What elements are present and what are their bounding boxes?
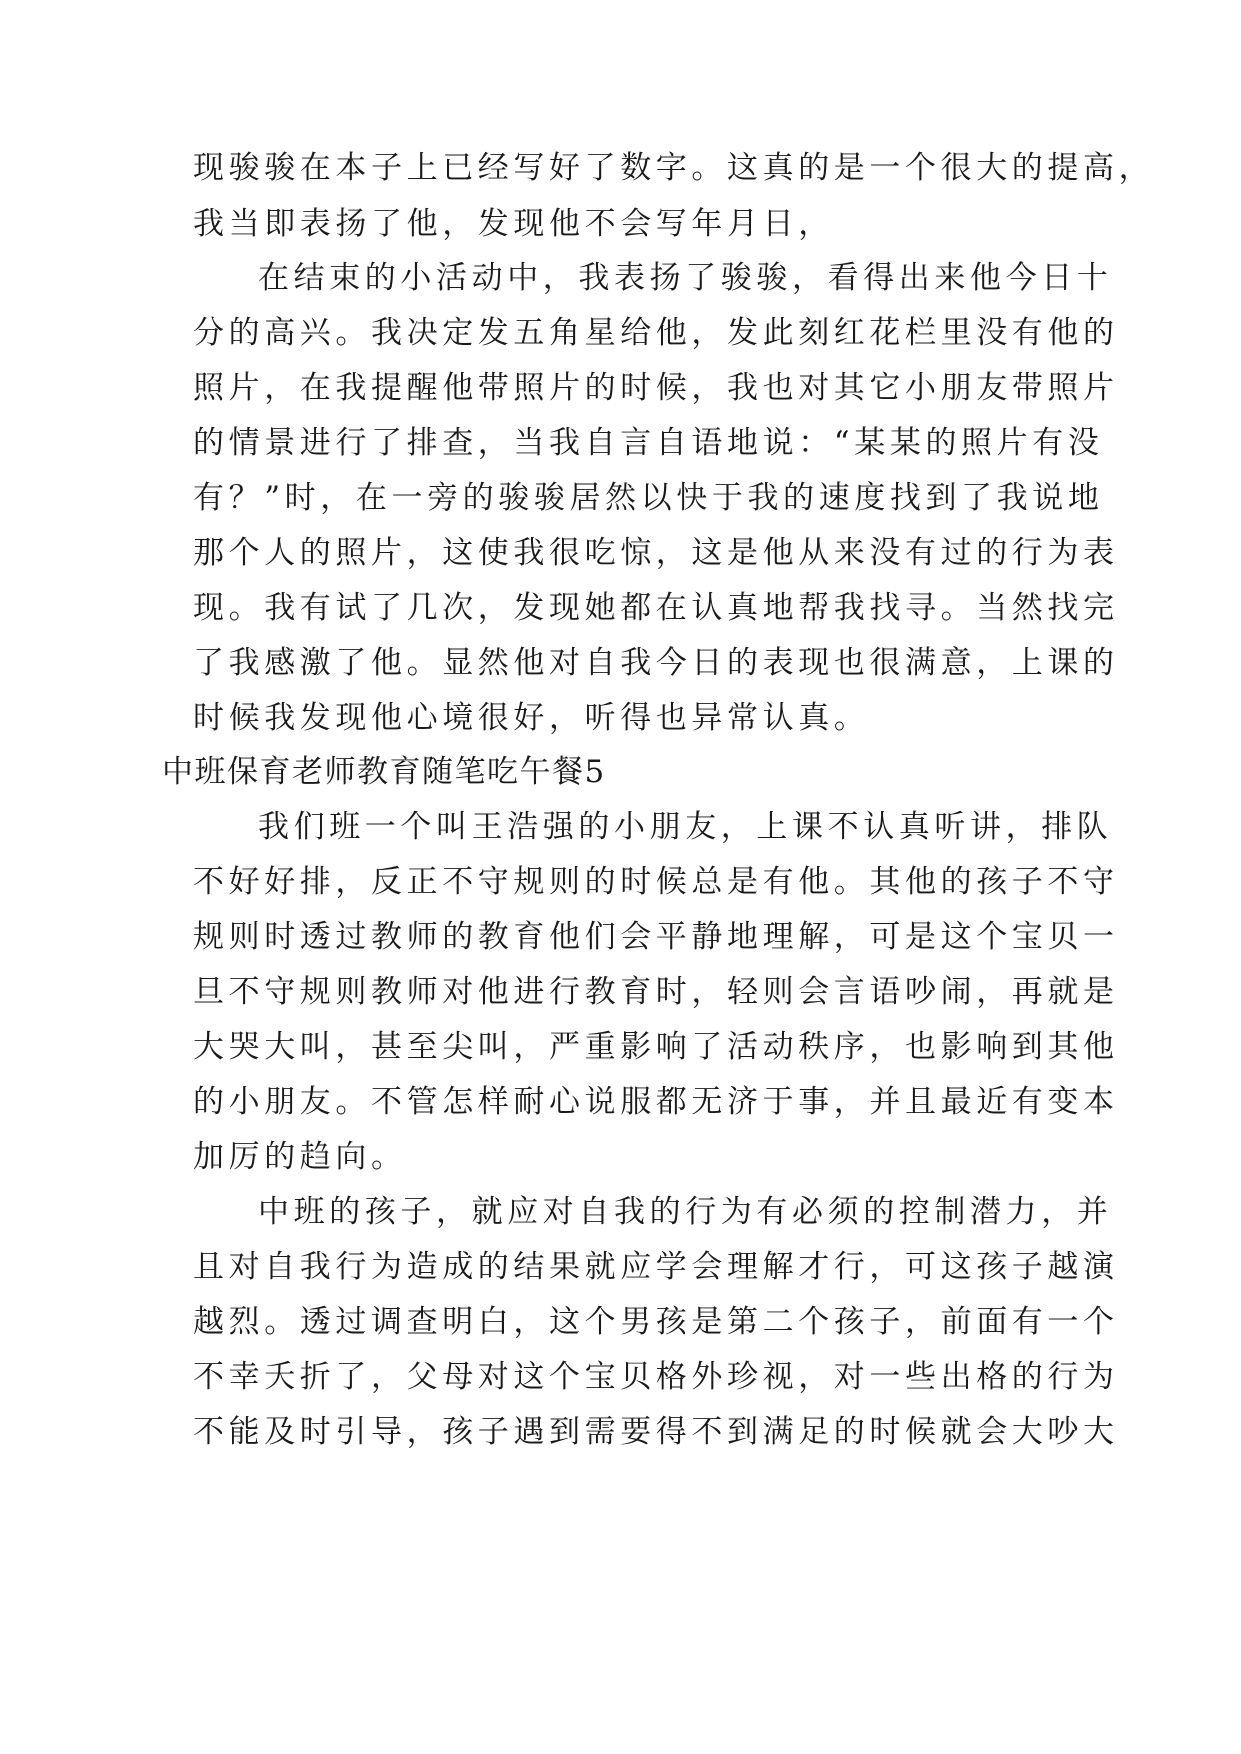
body-text-line: 有？”时，在一旁的骏骏居然以快于我的速度找到了我说地 bbox=[193, 480, 1104, 516]
body-text-line: 分的高兴。我决定发五角星给他，发此刻红花栏里没有他的 bbox=[193, 315, 1119, 351]
body-text-line: 我当即表扬了他，发现他不会写年月日， bbox=[193, 206, 834, 242]
body-text-line: 不能及时引导，孩子遇到需要得不到满足的时候就会大吵大 bbox=[193, 1414, 1119, 1450]
body-text-line: 加厉的趋向。 bbox=[193, 1139, 407, 1175]
body-text-line: 我们班一个叫王浩强的小朋友，上课不认真听讲，排队 bbox=[258, 809, 1113, 845]
body-text-line: 的小朋友。不管怎样耐心说服都无济于事，并且最近有变本 bbox=[193, 1084, 1119, 1120]
body-text-line: 照片，在我提醒他带照片的时候，我也对其它小朋友带照片 bbox=[193, 370, 1119, 406]
body-text-line: 现。我有试了几次，发现她都在认真地帮我找寻。当然找完 bbox=[193, 590, 1119, 626]
section-heading: 中班保育老师教育随笔吃午餐5 bbox=[162, 754, 606, 790]
body-text-line: 现骏骏在本子上已经写好了数字。这真的是一个很大的提高， bbox=[193, 150, 1155, 186]
body-text-line: 不好好排，反正不守规则的时候总是有他。其他的孩子不守 bbox=[193, 864, 1119, 900]
body-text-line: 在结束的小活动中，我表扬了骏骏，看得出来他今日十 bbox=[258, 260, 1113, 296]
body-text-line: 的情景进行了排查，当我自言自语地说：“某某的照片有没 bbox=[193, 425, 1104, 461]
body-text-line: 大哭大叫，甚至尖叫，严重影响了活动秩序，也影响到其他 bbox=[193, 1029, 1119, 1065]
body-text-line: 且对自我行为造成的结果就应学会理解才行，可这孩子越演 bbox=[193, 1249, 1119, 1285]
body-text-line: 规则时透过教师的教育他们会平静地理解，可是这个宝贝一 bbox=[193, 919, 1119, 955]
body-text-line: 时候我发现他心境很好，听得也异常认真。 bbox=[193, 700, 870, 736]
body-text-line: 了我感激了他。显然他对自我今日的表现也很满意，上课的 bbox=[193, 645, 1119, 681]
body-text-line: 旦不守规则教师对他进行教育时，轻则会言语吵闹，再就是 bbox=[193, 974, 1119, 1010]
body-text-line: 中班的孩子，就应对自我的行为有必须的控制潜力，并 bbox=[258, 1194, 1113, 1230]
body-text-line: 越烈。透过调查明白，这个男孩是第二个孩子，前面有一个 bbox=[193, 1304, 1119, 1340]
body-text-line: 不幸夭折了，父母对这个宝贝格外珍视，对一些出格的行为 bbox=[193, 1359, 1119, 1395]
body-text-line: 那个人的照片，这使我很吃惊，这是他从来没有过的行为表 bbox=[193, 535, 1119, 571]
